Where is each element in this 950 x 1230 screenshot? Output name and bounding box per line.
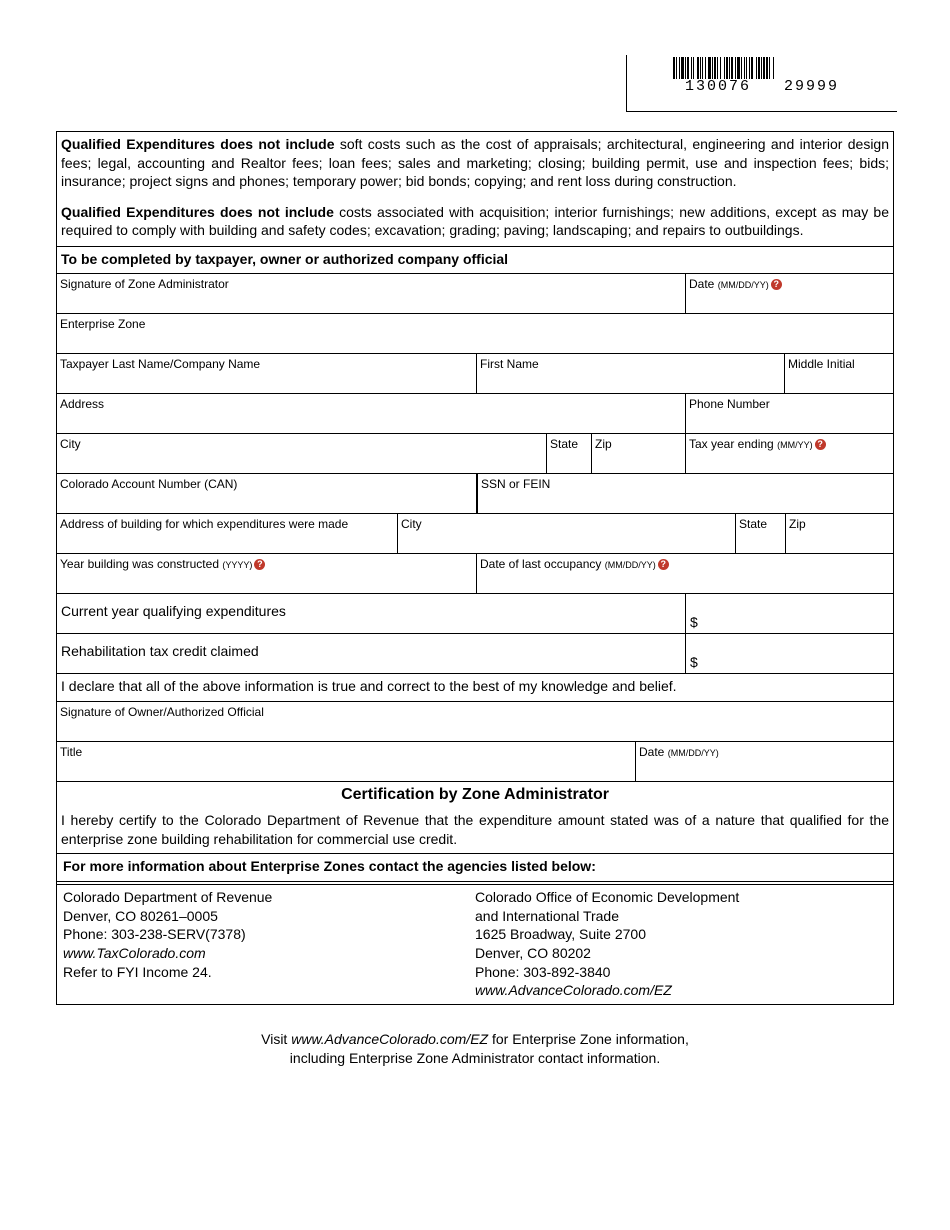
agency-dor-reference: Refer to FYI Income 24.	[63, 963, 212, 980]
city-field[interactable]: City	[60, 436, 81, 451]
agency-oedit-city: Denver, CO 80202	[475, 944, 591, 961]
help-icon[interactable]: ?	[254, 559, 265, 570]
agency-contacts	[57, 884, 893, 1004]
middle-initial-field[interactable]: Middle Initial	[784, 354, 893, 393]
barcode-bar	[697, 57, 699, 79]
owner-date-field[interactable]: Date (MM/DD/YY)	[635, 742, 893, 781]
barcode-bar	[751, 57, 753, 79]
barcode-bar	[714, 57, 716, 79]
barcode-bar	[737, 57, 740, 79]
certification-text: I hereby certify to the Colorado Department of Revenue that the expenditure amount stated was of a nature that qualified for the enterprise zone building rehabilitation for commercial use credit.	[61, 811, 889, 847]
zone-admin-signature-field[interactable]: Signature of Zone Administrator	[60, 276, 229, 291]
agency-oedit-link[interactable]: www.AdvanceColorado.com/EZ	[475, 982, 672, 999]
can-field[interactable]: Colorado Account Number (CAN)	[60, 476, 238, 491]
barcode-bar	[746, 57, 747, 79]
agency-oedit-name-2: and International Trade	[475, 907, 619, 924]
last-occupancy-field[interactable]: Date of last occupancy (MM/DD/YY) ?	[476, 554, 893, 593]
rehab-credit-label: Rehabilitation tax credit claimed	[61, 642, 259, 659]
barcode-bar	[679, 57, 680, 79]
help-icon[interactable]: ?	[771, 279, 782, 290]
year-built-field[interactable]: Year building was constructed (YYYY) ?	[57, 554, 476, 593]
footer-line-2: including Enterprise Zone Administrator contact information.	[289, 1050, 661, 1066]
agency-dor-name: Colorado Department of Revenue	[63, 889, 273, 906]
barcode-bar	[749, 57, 750, 79]
current-expenditures-label: Current year qualifying expenditures	[61, 602, 286, 619]
exclusion-2-text: costs associated with acquisition; interior furnishings; new additions, except as may be required to comply with building and safety codes; excavation; grading; paving; landscaping; and repairs to outbuildings.	[61, 203, 889, 239]
agency-dor	[63, 888, 475, 1000]
footer-link[interactable]: www.AdvanceColorado.com/EZ	[291, 1031, 489, 1047]
first-name-field[interactable]: First Name	[476, 354, 784, 393]
barcode-bar	[729, 57, 730, 79]
barcode-bar	[705, 57, 706, 79]
barcode	[673, 57, 853, 79]
footer-note	[0, 1030, 950, 1068]
barcode-bar	[741, 57, 742, 79]
barcode-bar	[773, 57, 774, 79]
barcode-bar	[693, 57, 694, 79]
barcode-bar	[720, 57, 721, 79]
barcode-bar	[766, 57, 768, 79]
certification-section	[57, 781, 893, 853]
exclusion-1-bold: Qualified Expenditures does not include	[61, 136, 335, 152]
last-name-field[interactable]: Taxpayer Last Name/Company Name	[60, 356, 261, 371]
owner-signature-field[interactable]: Signature of Owner/Authorized Official	[60, 704, 264, 719]
agency-dor-link[interactable]: www.TaxColorado.com	[63, 944, 206, 961]
barcode-box	[626, 55, 897, 112]
building-state-field[interactable]: State	[735, 514, 785, 553]
barcode-bar	[673, 57, 675, 79]
barcode-bar	[726, 57, 728, 79]
building-city-field[interactable]: City	[397, 514, 735, 553]
exclusion-2-bold: Qualified Expenditures does not include	[61, 203, 334, 220]
barcode-bar	[700, 57, 701, 79]
rehab-credit-input[interactable]: $	[685, 634, 893, 673]
date-field[interactable]: Date (MM/DD/YY) ?	[685, 274, 893, 313]
barcode-bar	[731, 57, 733, 79]
barcode-bar	[702, 57, 703, 79]
exclusion-1-text: soft costs such as the cost of appraisals; architectural, engineering and interior design fees; legal, accounting and Realtor fees; loan fees; sales and marketing; closing; building permit, use and inspection fees; bids; insurance; project signs and phones; temporary power; bid bonds; copying; and rent loss during construction.	[61, 136, 890, 190]
barcode-bar	[744, 57, 745, 79]
barcode-bar	[717, 57, 718, 79]
barcode-bar	[687, 57, 689, 79]
barcode-bar	[708, 57, 711, 79]
help-icon[interactable]: ?	[815, 439, 826, 450]
footer-visit: Visit	[261, 1031, 292, 1047]
barcode-bar	[712, 57, 713, 79]
agency-dor-city: Denver, CO 80261–0005	[63, 907, 218, 924]
barcode-bar	[758, 57, 760, 79]
agency-oedit	[475, 888, 887, 1000]
agency-oedit-name: Colorado Office of Economic Development	[475, 889, 740, 906]
barcode-bar	[763, 57, 765, 79]
exclusions-text	[57, 132, 893, 246]
state-field[interactable]: State	[546, 434, 591, 473]
barcode-number: 130076 29999	[685, 78, 840, 95]
current-expenditures-input[interactable]: $	[685, 594, 893, 633]
address-field[interactable]: Address	[60, 396, 105, 411]
barcode-bar	[769, 57, 770, 79]
agency-oedit-phone: Phone: 303-892-3840	[475, 963, 611, 980]
barcode-bar	[691, 57, 692, 79]
barcode-bar	[681, 57, 684, 79]
phone-field[interactable]: Phone Number	[685, 394, 893, 433]
tax-year-field[interactable]: Tax year ending (MM/YY) ?	[685, 434, 893, 473]
enterprise-zone-field[interactable]: Enterprise Zone	[60, 316, 146, 331]
footer-rest: for Enterprise Zone information,	[488, 1031, 689, 1047]
rehab-credit-form	[56, 131, 894, 1005]
more-info-heading: For more information about Enterprise Zones contact the agencies listed below:	[57, 853, 893, 882]
barcode-bar	[735, 57, 736, 79]
building-address-field[interactable]: Address of building for which expenditures were made	[60, 516, 349, 531]
certification-heading: Certification by Zone Administrator	[341, 785, 609, 803]
barcode-bar	[756, 57, 757, 79]
declaration: I declare that all of the above information is true and correct to the best of my knowledge and belief.	[57, 673, 893, 701]
barcode-bar	[724, 57, 725, 79]
ssn-fein-field[interactable]: SSN or FEIN	[476, 474, 893, 513]
section-title: To be completed by taxpayer, owner or authorized company official	[57, 246, 893, 273]
barcode-bar	[685, 57, 686, 79]
agency-oedit-address: 1625 Broadway, Suite 2700	[475, 926, 646, 943]
title-field[interactable]: Title	[60, 744, 83, 759]
building-zip-field[interactable]: Zip	[785, 514, 893, 553]
agency-dor-phone: Phone: 303-238-SERV(7378)	[63, 926, 246, 943]
barcode-bar	[676, 57, 677, 79]
zip-field[interactable]: Zip	[591, 434, 685, 473]
help-icon[interactable]: ?	[658, 559, 669, 570]
barcode-bar	[761, 57, 762, 79]
